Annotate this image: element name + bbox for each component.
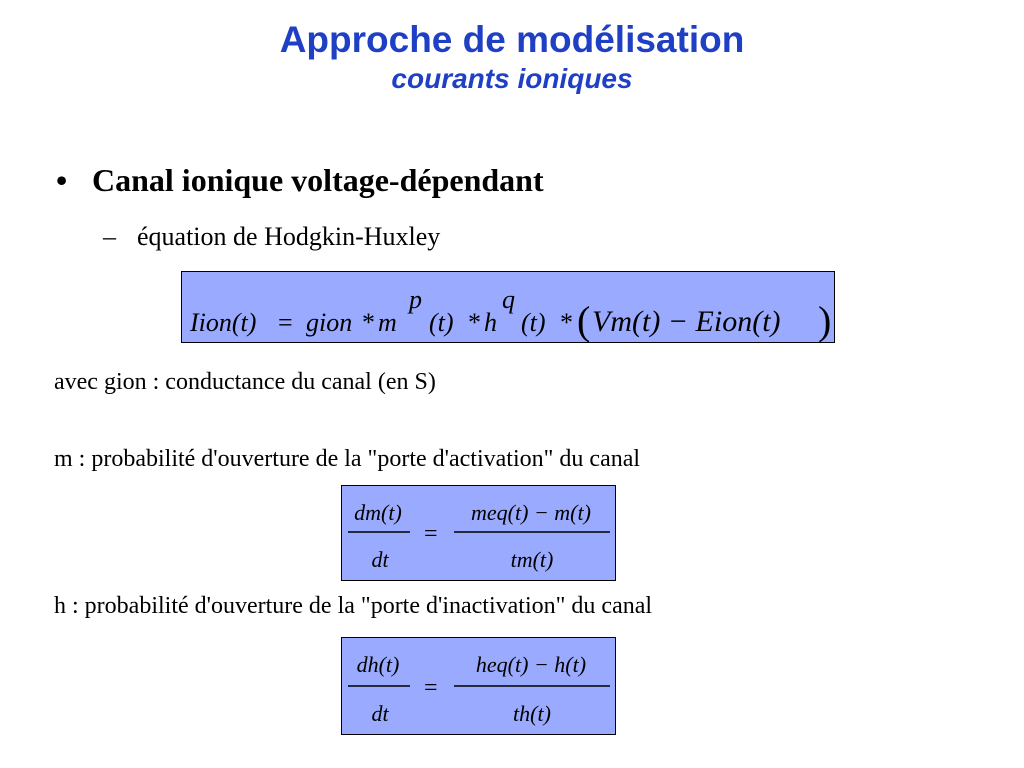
eq-m-num-left: dm(t) — [354, 500, 402, 525]
text-gion: avec gion : conductance du canal (en S) — [54, 369, 436, 395]
eq-exp-q: q — [502, 285, 515, 314]
eq-h-num-right: heq(t) − h(t) — [475, 652, 587, 677]
equation-main-box — [181, 271, 835, 343]
equation-h-svg — [342, 638, 617, 736]
equation-main-svg — [182, 272, 836, 344]
text-m: m : probabilité d'ouverture de la "porte d'activation" du canal — [54, 446, 641, 472]
eq-t-2: (t) — [521, 308, 546, 337]
eq-gion: gion — [306, 308, 353, 337]
bullet-marker: • — [56, 162, 68, 198]
dash-marker: – — [103, 222, 116, 251]
eq-t-1: (t) — [429, 308, 454, 337]
equation-m-box — [341, 485, 616, 581]
eq-open-paren: ( — [577, 298, 591, 343]
equation-h-box — [341, 637, 616, 735]
eq-star-2: * — [468, 308, 481, 337]
bullet-main — [56, 162, 544, 199]
eq-h-den-left: dt — [371, 701, 389, 726]
eq-star-1: * — [362, 308, 375, 337]
eq-equals: = — [278, 308, 293, 337]
eq-close-paren: ) — [818, 298, 832, 343]
eq-h: h — [484, 308, 497, 337]
bullet-sub-text: équation de Hodgkin-Huxley — [137, 222, 441, 251]
eq-h-num-left: dh(t) — [356, 652, 400, 677]
eq-exp-p: p — [409, 285, 422, 314]
text-h: h : probabilité d'ouverture de la "porte d'inactivation" du canal — [54, 593, 653, 619]
eq-m-den-left: dt — [371, 547, 389, 572]
slide-title: Approche de modélisation — [279, 19, 745, 60]
eq-h-den-right: th(t) — [513, 701, 551, 726]
eq-lhs: Iion(t) — [190, 308, 257, 337]
eq-m-den-right: tm(t) — [510, 547, 554, 572]
eq-m: m — [378, 308, 397, 337]
slide-subtitle: courants ioniques — [391, 63, 633, 94]
slide-title-block — [0, 18, 1024, 96]
bullet-main-text: Canal ionique voltage-dépendant — [92, 162, 544, 198]
eq-h-equals: = — [424, 675, 438, 701]
eq-m-equals: = — [424, 521, 438, 547]
eq-inner: Vm(t) − Eion(t) — [592, 305, 781, 338]
eq-star-3: * — [560, 308, 573, 337]
equation-m-svg — [342, 486, 617, 582]
bullet-sub — [103, 222, 440, 252]
eq-m-num-right: meq(t) − m(t) — [471, 500, 591, 525]
